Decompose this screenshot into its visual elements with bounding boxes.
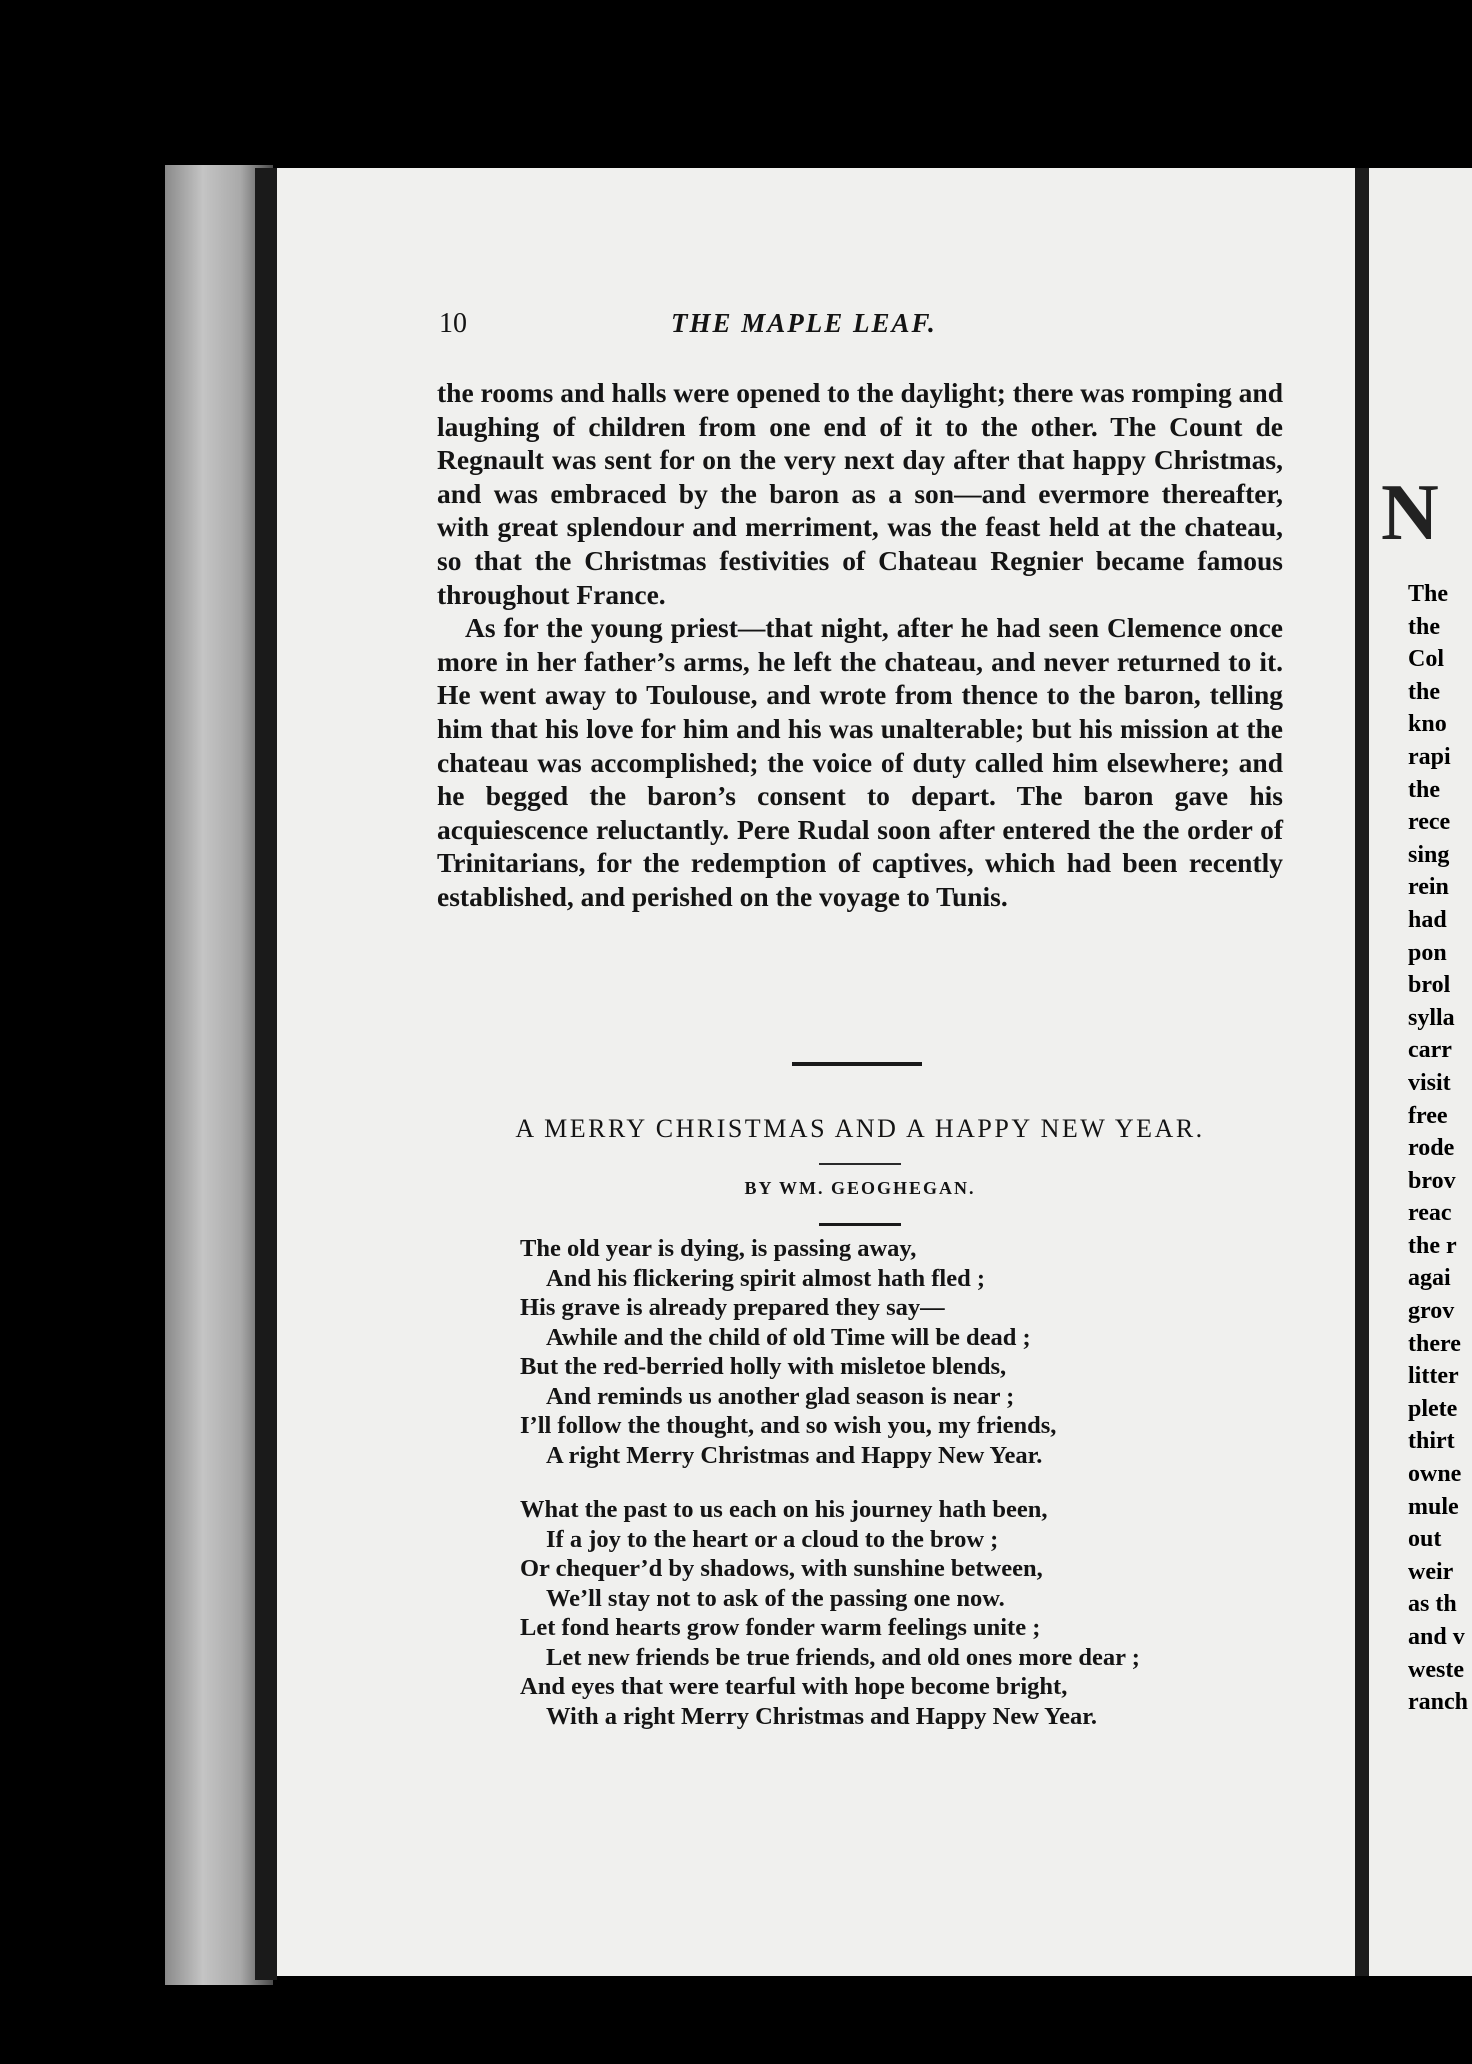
facing-line-fragment: reac — [1408, 1200, 1452, 1227]
facing-line-fragment: sylla — [1408, 1004, 1455, 1031]
facing-line-fragment: rapi — [1408, 743, 1451, 770]
page-binding-edge — [255, 168, 277, 1980]
facing-line-fragment: free — [1408, 1102, 1448, 1129]
poem-line: Let fond hearts grow fonder warm feelings unite ; — [520, 1614, 1041, 1641]
poem-line: And his flickering spirit almost hath fled ; — [546, 1264, 985, 1292]
facing-line-fragment: visit — [1408, 1069, 1451, 1096]
facing-line-fragment: The — [1408, 581, 1449, 607]
poem-line: What the past to us each on his journey hath been, — [520, 1496, 1048, 1523]
facing-page-text — [1408, 578, 1468, 1719]
facing-line-fragment: out — [1408, 1526, 1442, 1553]
facing-line-fragment: rein — [1408, 874, 1449, 901]
facing-line-fragment: kno — [1408, 711, 1447, 738]
byline-rule — [819, 1223, 901, 1226]
poem-line: But the red-berried holly with misletoe blends, — [520, 1353, 1007, 1380]
poem-line: And reminds us another glad season is near ; — [546, 1382, 1015, 1410]
facing-line-fragment: the — [1408, 776, 1440, 803]
facing-line-fragment: the — [1408, 613, 1440, 640]
facing-line-fragment: had — [1408, 906, 1447, 933]
facing-line-fragment: the r — [1408, 1232, 1457, 1259]
facing-line-fragment: carr — [1408, 1037, 1452, 1064]
facing-line-fragment: rode — [1408, 1135, 1455, 1162]
facing-line-fragment: brov — [1408, 1167, 1456, 1194]
poem-line: We’ll stay not to ask of the passing one now. — [546, 1584, 1005, 1612]
story-text — [437, 376, 1283, 914]
facing-line-fragment: there — [1408, 1330, 1461, 1357]
poem-line: With a right Merry Christmas and Happy New Year. — [546, 1702, 1098, 1730]
poem-line: The old year is dying, is passing away, — [520, 1235, 917, 1262]
facing-line-fragment: plete — [1408, 1395, 1458, 1422]
facing-line-fragment: and v — [1408, 1624, 1465, 1650]
poem-byline: BY WM. GEOGHEGAN. — [744, 1178, 976, 1198]
facing-line-fragment: owne — [1408, 1461, 1462, 1488]
poem-line: Awhile and the child of old Time will be dead ; — [546, 1323, 1031, 1351]
poem-stanza — [520, 1234, 1300, 1470]
book-gutter — [1355, 168, 1369, 1976]
poem-line: Or chequer’d by shadows, with sunshine between, — [520, 1555, 1043, 1582]
drop-cap: N — [1381, 469, 1439, 557]
facing-line-fragment: as th — [1408, 1591, 1457, 1618]
facing-line-fragment: rece — [1408, 809, 1451, 836]
facing-line-fragment: Col — [1408, 646, 1444, 673]
paragraph: As for the young priest—that night, after he had seen Clemence once more in her father’s arms, he left the chateau, and never returned to it. He went away to Toulouse, and wrote from thence to the baron, telling him that his love for him and his was unalterable; but his mission at the chateau was accomplished; the voice of duty called him elsewhere; and he begged the baron’s consent to depart. The baron gave his acquiescence reluctantly. Pere Rudal soon after entered the the order of Trinitarians, for the redemption of captives, which had been recently established, and perished on the voyage to Tunis. — [437, 612, 1283, 912]
facing-line-fragment: mule — [1408, 1493, 1459, 1520]
facing-line-fragment: weir — [1408, 1558, 1454, 1585]
facing-line-fragment: agai — [1408, 1265, 1451, 1292]
poem-line: And eyes that were tearful with hope become bright, — [520, 1673, 1068, 1700]
facing-line-fragment: the — [1408, 678, 1440, 705]
book-page — [277, 168, 1355, 1976]
page-number: 10 — [439, 308, 467, 339]
facing-line-fragment: pon — [1408, 939, 1447, 966]
poem-stanza — [520, 1495, 1300, 1731]
running-head-title: THE MAPLE LEAF. — [671, 308, 937, 338]
poem-line: A right Merry Christmas and Happy New Year. — [546, 1441, 1043, 1469]
facing-line-fragment: litter — [1408, 1363, 1459, 1390]
paragraph: the rooms and halls were opened to the daylight; there was romping and laughing of children from one end of it to the other. The Count de Regnault was sent for on the very next day after that happy Christmas, and was embraced by the baron as a son—and evermore thereafter, with great splendour and merriment, was the feast held at the chateau, so that the Christmas festivities of Chateau Regnier became famous throughout France. — [437, 377, 1283, 610]
poem-title: A MERRY CHRISTMAS AND A HAPPY NEW YEAR. — [515, 1114, 1205, 1143]
facing-line-fragment: grov — [1408, 1298, 1455, 1325]
facing-line-fragment: brol — [1408, 972, 1451, 999]
poem-line: His grave is already prepared they say— — [520, 1294, 945, 1321]
facing-page — [1369, 168, 1472, 1976]
poem-line: Let new friends be true friends, and old ones more dear ; — [546, 1643, 1140, 1671]
running-head — [439, 308, 1289, 348]
facing-line-fragment: sing — [1408, 841, 1450, 868]
poem-line: I’ll follow the thought, and so wish you, my friends, — [520, 1412, 1057, 1439]
poem-line: If a joy to the heart or a cloud to the brow ; — [546, 1525, 999, 1553]
title-rule — [819, 1163, 901, 1165]
facing-line-fragment: weste — [1408, 1656, 1464, 1683]
facing-line-fragment: thirt — [1408, 1428, 1455, 1455]
section-divider — [792, 1062, 922, 1066]
facing-line-fragment: ranch — [1408, 1689, 1468, 1716]
